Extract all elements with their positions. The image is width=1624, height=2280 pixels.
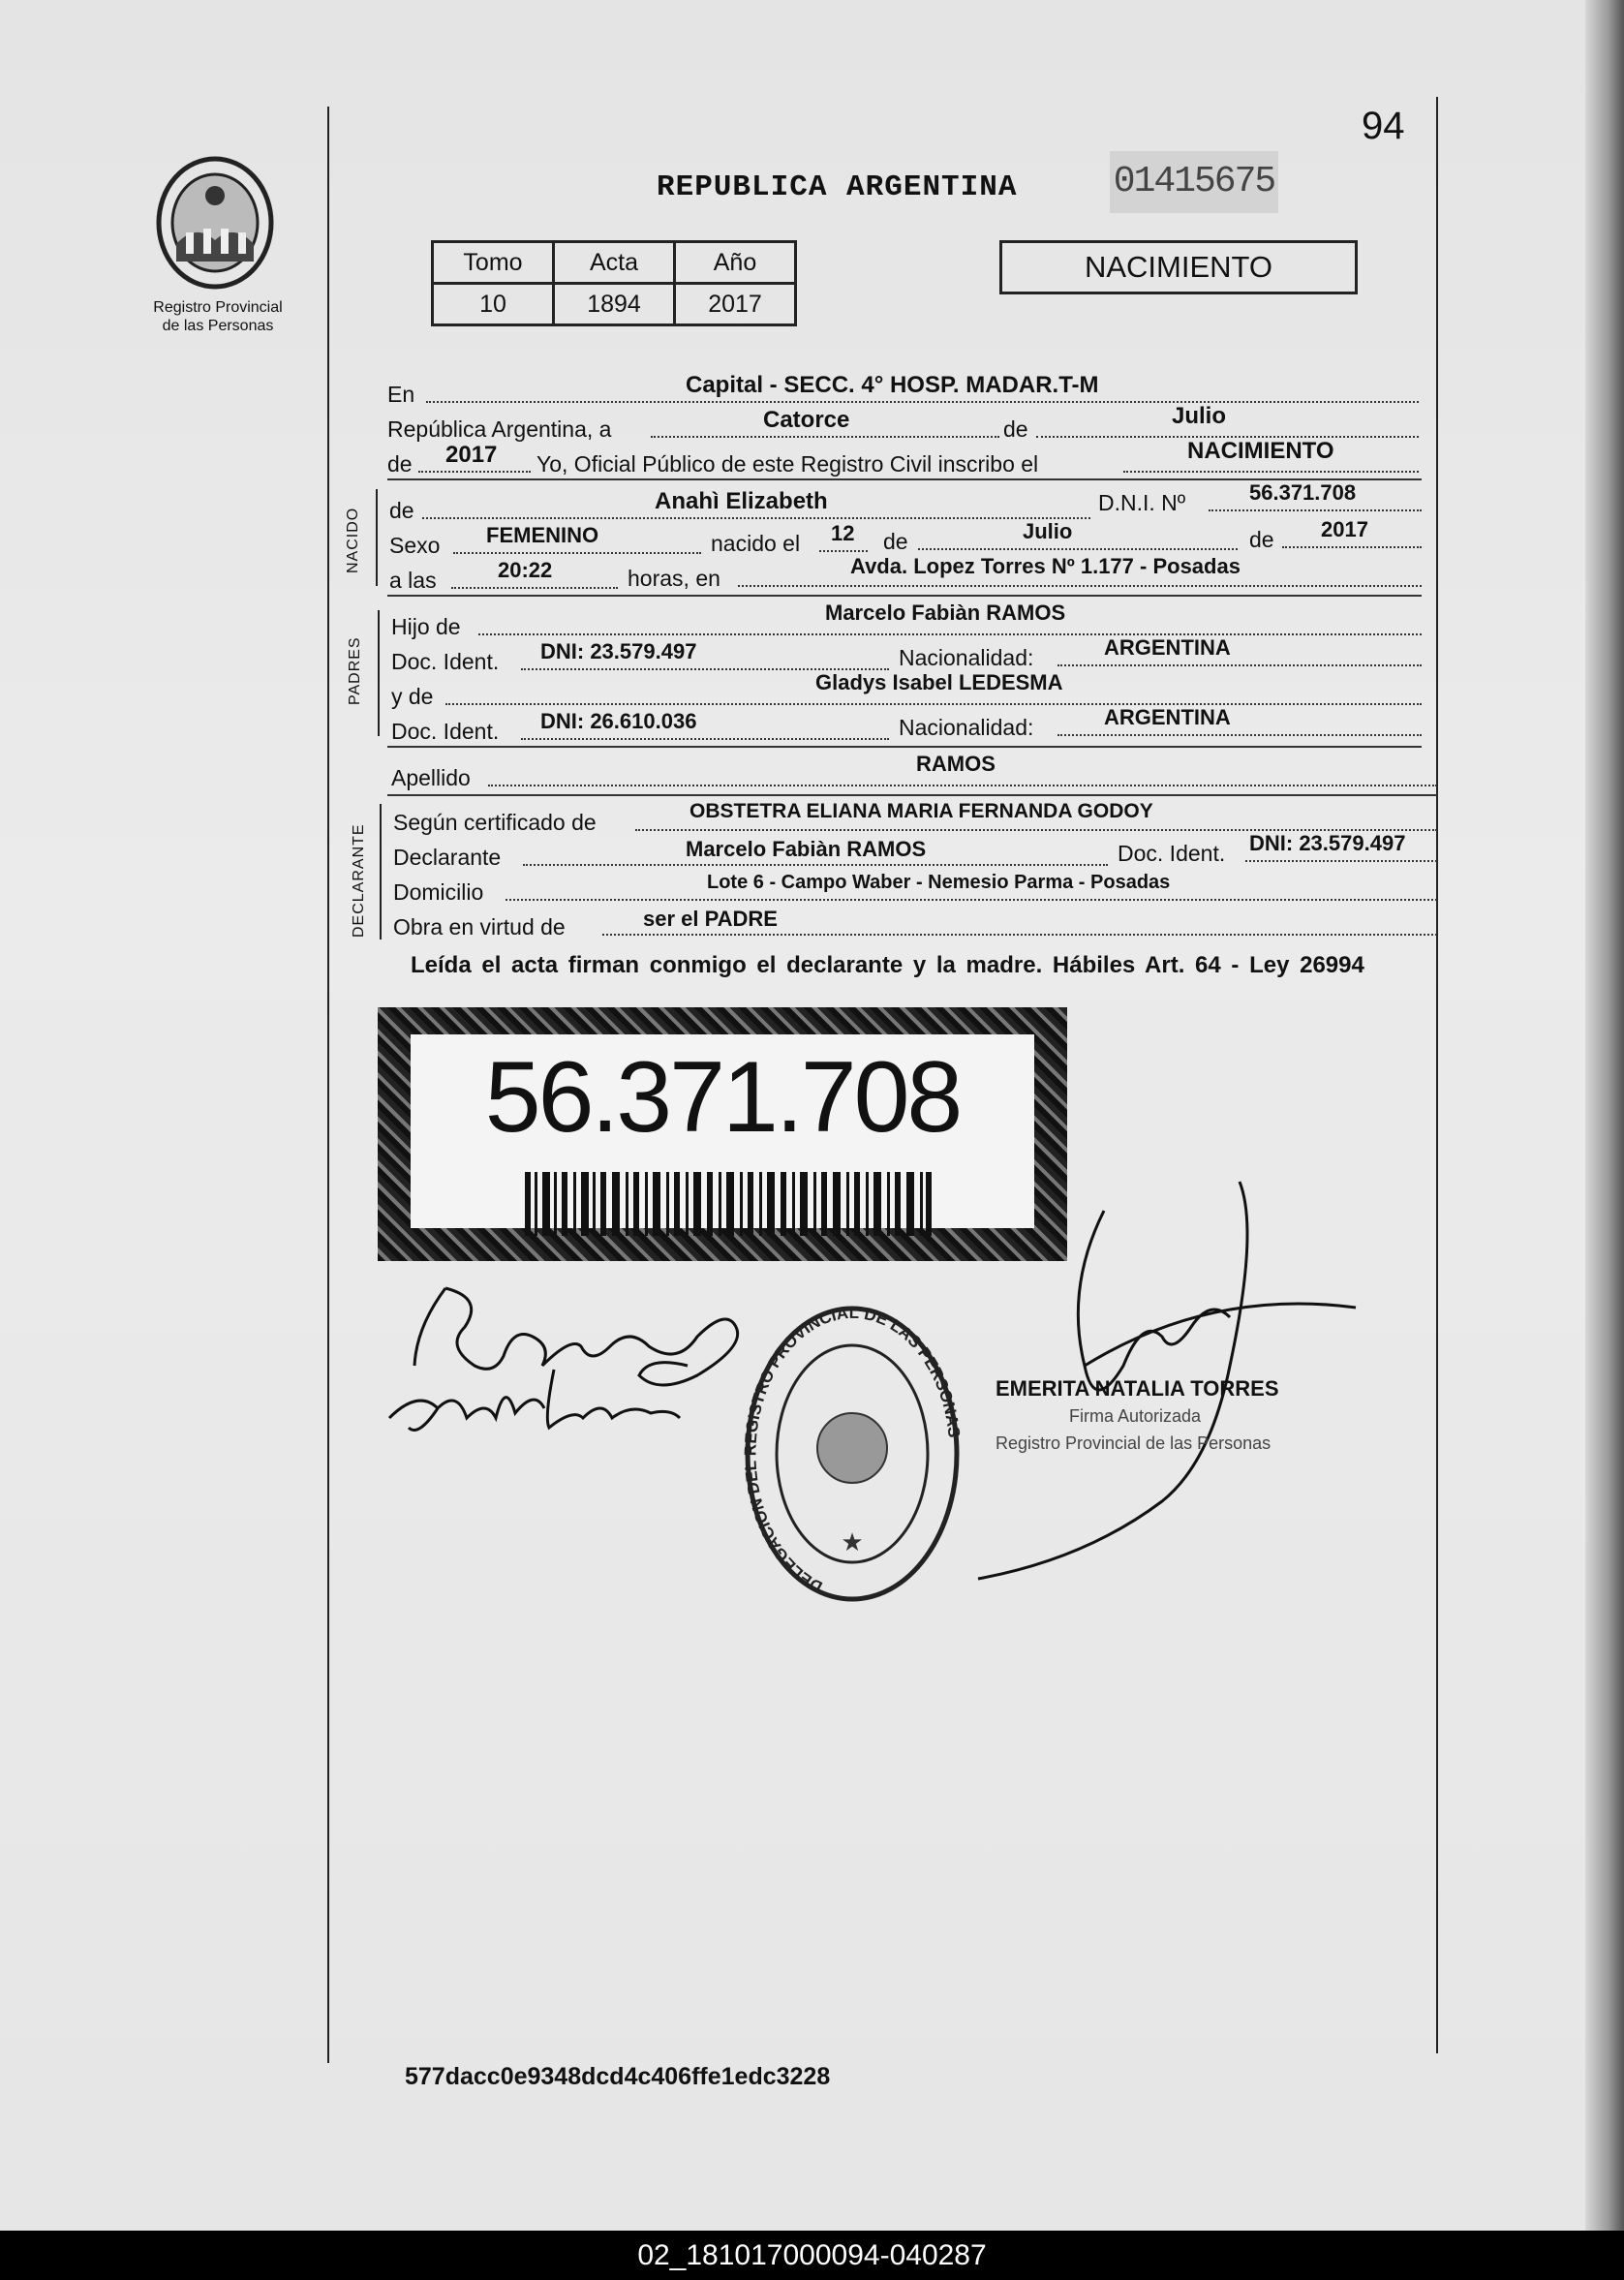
- label-dni: D.N.I. Nº: [1098, 490, 1186, 515]
- side-label-declarante: DECLARANTE: [351, 823, 367, 938]
- label-de: de: [387, 451, 413, 477]
- year-value: 2017: [445, 442, 498, 468]
- dotted-line: [1123, 471, 1419, 473]
- dotted-line: [451, 587, 618, 589]
- dotted-line: [521, 738, 889, 740]
- surname-value: RAMOS: [916, 752, 996, 776]
- label-declarante: Declarante: [393, 845, 502, 870]
- dotted-line: [478, 633, 1422, 635]
- dotted-line: [1282, 546, 1422, 548]
- section-divider: [387, 746, 1422, 748]
- label-obra: Obra en virtud de: [393, 914, 566, 940]
- dotted-line: [918, 548, 1238, 550]
- dotted-line: [523, 864, 1108, 866]
- registry-value-acta: 1894: [554, 284, 675, 325]
- month-value: Julio: [1172, 403, 1227, 429]
- label-y-de: y de: [391, 684, 434, 709]
- official-name: EMERITA NATALIA TORRES: [996, 1376, 1279, 1401]
- logo-caption-line-2: de las Personas: [162, 318, 274, 334]
- label-nacionalidad: Nacionalidad:: [899, 715, 1034, 740]
- father-doc-value: DNI: 23.579.497: [540, 639, 697, 663]
- label-de: de: [883, 529, 908, 554]
- dotted-line: [651, 436, 999, 438]
- left-margin-line: [327, 107, 329, 2063]
- section-bracket-padres: [378, 610, 380, 736]
- dotted-line: [506, 899, 1437, 901]
- registry-header-ano: Año: [675, 242, 796, 284]
- label-de: de: [389, 498, 414, 523]
- registry-header-tomo: Tomo: [433, 242, 554, 284]
- official-office: Registro Provincial de las Personas: [996, 1433, 1272, 1453]
- birth-place-value: Avda. Lopez Torres Nº 1.177 - Posadas: [850, 554, 1241, 578]
- label-domicilio: Domicilio: [393, 879, 484, 905]
- father-name-value: Marcelo Fabiàn RAMOS: [825, 601, 1066, 625]
- dotted-line: [602, 934, 1437, 936]
- dotted-line: [488, 785, 1437, 786]
- label-de: de: [1003, 416, 1028, 442]
- closing-statement: Leída el acta firman conmigo el declarante y la madre. Hábiles Art. 64 - Ley 26994: [411, 952, 1364, 978]
- label-doc-ident: Doc. Ident.: [1118, 841, 1226, 866]
- mother-nationality-value: ARGENTINA: [1104, 705, 1231, 729]
- dotted-line: [1245, 860, 1437, 862]
- registry-value-tomo: 10: [433, 284, 554, 325]
- page-number: 94: [1362, 105, 1405, 147]
- act-type-value: NACIMIENTO: [1187, 438, 1334, 464]
- child-name-value: Anahì Elizabeth: [655, 488, 828, 514]
- label-segun: Según certificado de: [393, 810, 597, 835]
- registry-table: [431, 240, 797, 326]
- declarant-doc-value: DNI: 23.579.497: [1249, 831, 1406, 855]
- registry-seal-stamp: [741, 1303, 964, 1605]
- label-doc-ident: Doc. Ident.: [391, 719, 500, 744]
- right-margin-line: [1436, 97, 1438, 2053]
- dotted-line: [418, 471, 531, 473]
- mother-name-value: Gladys Isabel LEDESMA: [815, 670, 1063, 694]
- label-sexo: Sexo: [389, 533, 441, 558]
- side-label-nacido: NACIDO: [345, 507, 361, 573]
- father-nationality-value: ARGENTINA: [1104, 635, 1231, 660]
- label-en: En: [387, 382, 415, 407]
- birth-month-value: Julio: [1023, 519, 1073, 543]
- place-value: Capital - SECC. 4° HOSP. MADAR.T-M: [686, 372, 1099, 398]
- logo-caption-line-1: Registro Provincial: [153, 299, 283, 316]
- label-de: de: [1249, 527, 1274, 552]
- mother-doc-value: DNI: 26.610.036: [540, 709, 697, 733]
- logo-caption: [126, 298, 310, 335]
- sex-value: FEMENINO: [486, 523, 599, 547]
- record-type-box: NACIMIENTO: [999, 240, 1358, 294]
- label-republica: República Argentina, a: [387, 416, 612, 442]
- dotted-line: [1209, 509, 1422, 511]
- page-edge-shadow: [1585, 0, 1624, 2231]
- barcode-image: [525, 1172, 932, 1236]
- official-signature-block: [996, 1375, 1279, 1457]
- birth-day-value: 12: [831, 521, 855, 545]
- svg-text:★: ★: [841, 1527, 864, 1556]
- dni-stamp-number: 56.371.708: [484, 1041, 961, 1154]
- side-label-padres: PADRES: [347, 636, 363, 705]
- dotted-line: [422, 517, 1090, 519]
- dotted-line: [1057, 664, 1422, 666]
- day-words-value: Catorce: [763, 407, 850, 433]
- official-role: Firma Autorizada: [1069, 1406, 1202, 1426]
- label-nacionalidad: Nacionalidad:: [899, 645, 1034, 670]
- label-horas-en: horas, en: [628, 566, 720, 591]
- dotted-line: [1057, 734, 1422, 736]
- section-bracket-nacido: [376, 489, 378, 586]
- birth-time-value: 20:22: [498, 558, 553, 582]
- birth-year-value: 2017: [1321, 517, 1368, 541]
- registry-header-row: [433, 242, 796, 284]
- dni-number-stamp: [378, 1007, 1067, 1261]
- label-nacido-el: nacido el: [711, 531, 801, 556]
- label-doc-ident: Doc. Ident.: [391, 649, 500, 674]
- dotted-line: [819, 550, 868, 552]
- seal-ring-text: DELEGACION DEL REGISTRO PROVINCIAL DE LAS PERSONAS: [741, 1303, 964, 1597]
- serial-number-stamp: 01415675: [1110, 151, 1278, 213]
- label-apellido: Apellido: [391, 765, 471, 790]
- dni-stamp-label: [411, 1034, 1034, 1228]
- declarant-name-value: Marcelo Fabiàn RAMOS: [686, 837, 927, 861]
- mother-signature: [380, 1360, 689, 1447]
- capacity-value: ser el PADRE: [643, 907, 778, 931]
- registry-value-ano: 2017: [675, 284, 796, 325]
- document-hash: 577dacc0e9348dcd4c406ffe1edc3228: [405, 2063, 831, 2090]
- dotted-line: [738, 585, 1422, 587]
- address-value: Lote 6 - Campo Waber - Nemesio Parma - Posadas: [707, 872, 1171, 893]
- label-yo: Yo, Oficial Público de este Registro Civil inscribo el: [536, 451, 1039, 477]
- label-hijo-de: Hijo de: [391, 614, 461, 639]
- section-divider: [387, 595, 1422, 597]
- certificate-by-value: OBSTETRA ELIANA MARIA FERNANDA GODOY: [689, 800, 1153, 822]
- misiones-province-logo: [153, 155, 277, 291]
- registry-value-row: [433, 284, 796, 325]
- registry-header-acta: Acta: [554, 242, 675, 284]
- section-divider: [387, 794, 1437, 796]
- document-title: REPUBLICA ARGENTINA: [657, 170, 1018, 204]
- label-a-las: a las: [389, 568, 437, 593]
- section-bracket-declarante: [380, 804, 382, 940]
- dotted-line: [453, 552, 701, 554]
- child-dni-value: 56.371.708: [1249, 480, 1357, 505]
- dotted-line: [426, 401, 1419, 403]
- scan-footer-id: 02_181017000094-040287: [0, 2231, 1624, 2280]
- dotted-line: [445, 703, 1422, 705]
